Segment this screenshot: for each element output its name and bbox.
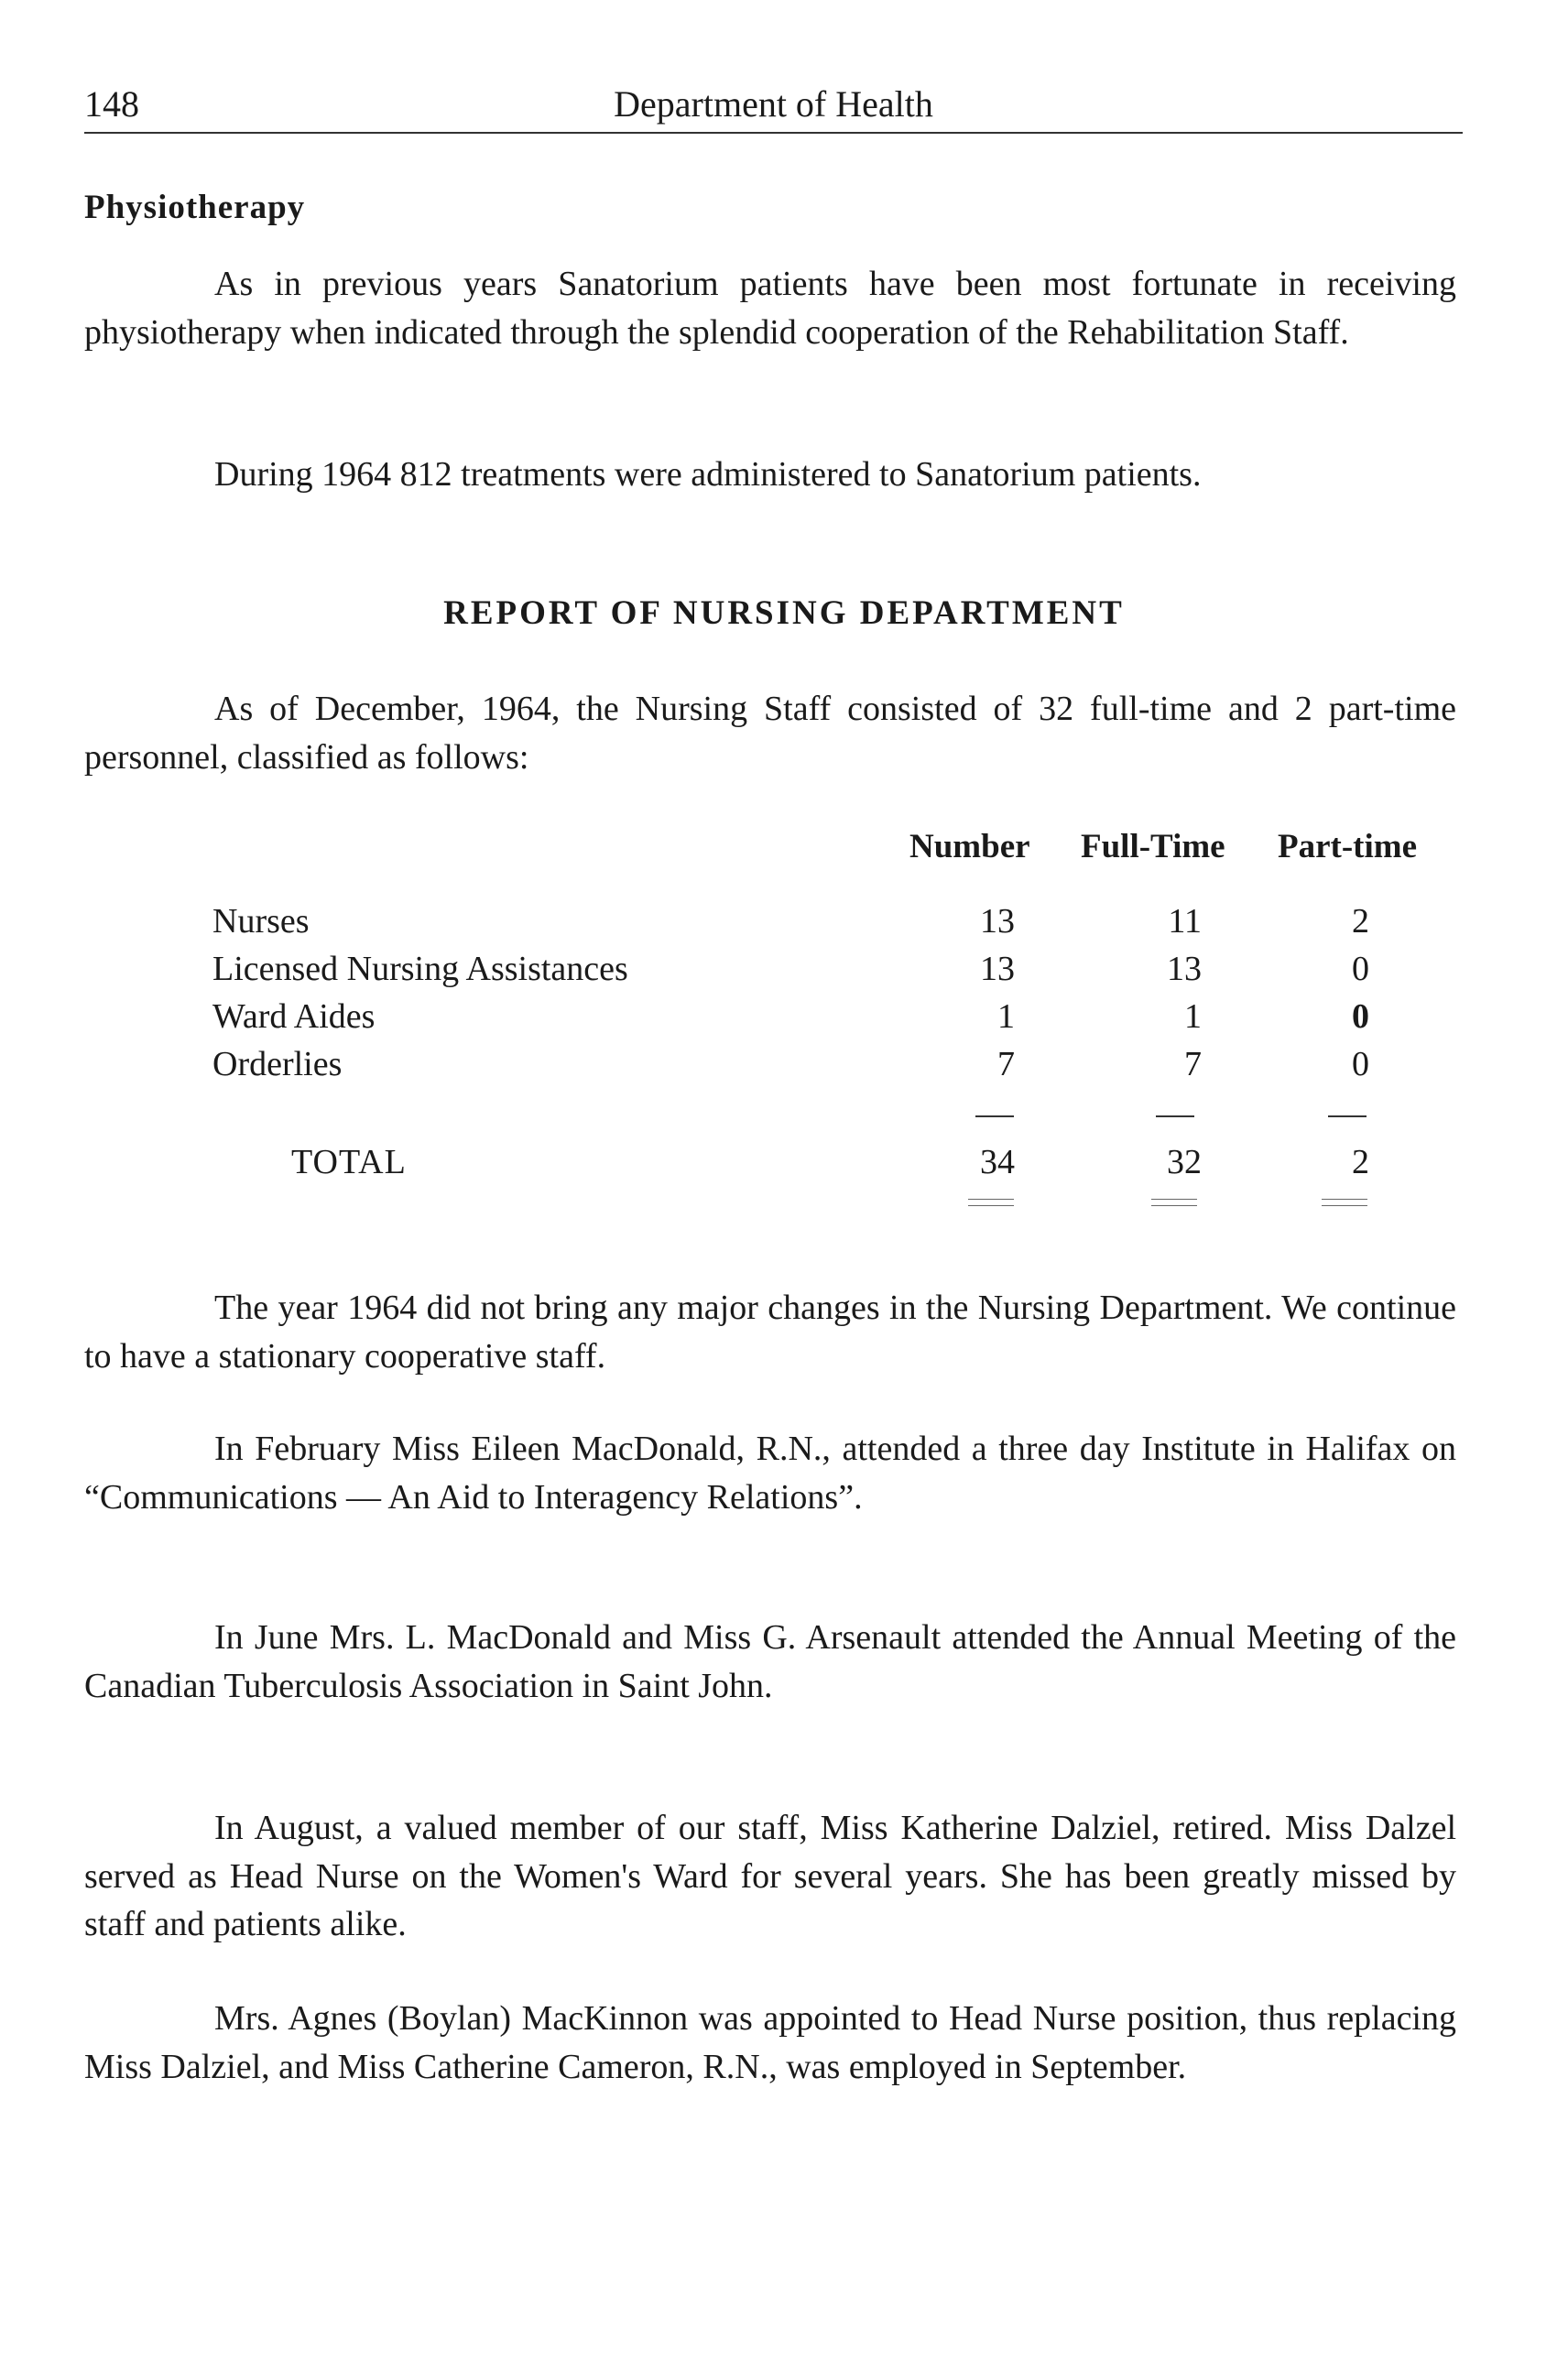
number-cell: 13	[980, 902, 1015, 941]
part-time-cell: 0	[1352, 1045, 1369, 1083]
physiotherapy-paragraph-1: As in previous years Sanatorium patients have been most fortunate in receiving physiotherapy when indicated through the splendid cooperation of the Rehabilitation Staff.	[84, 265, 1456, 352]
number-cell: 7	[997, 1045, 1015, 1083]
nursing-paragraph-3: In June Mrs. L. MacDonald and Miss G. Arsenault attended the Annual Meeting of the Canadian Tuberculosis Association in Saint John.	[84, 1618, 1456, 1705]
page-number: 148	[84, 83, 139, 125]
full-time-cell: 13	[1167, 950, 1202, 988]
physiotherapy-paragraph-2: During 1964 812 treatments were administered to Sanatorium patients.	[214, 455, 1202, 494]
running-title: Department of Health	[614, 83, 933, 125]
table-total-row	[0, 1138, 1568, 1186]
row-label: Ward Aides	[212, 997, 376, 1036]
part-time-cell: 0	[1352, 997, 1369, 1036]
nursing-paragraph-1: The year 1964 did not bring any major changes in the Nursing Department. We continue to have a stationary cooperative staff.	[84, 1289, 1456, 1376]
nursing-paragraph-2: In February Miss Eileen MacDonald, R.N., attended a three day Institute in Halifax on “Communications — An Aid to Interagency Relations”.	[84, 1430, 1456, 1517]
nursing-paragraph-4: In August, a valued member of our staff, Miss Katherine Dalziel, retired. Miss Dalzel served as Head Nurse on the Women's Ward for several years. She has been greatly missed by staff and patients alike.	[84, 1809, 1456, 1943]
total-label: TOTAL	[291, 1143, 407, 1181]
physiotherapy-heading: Physiotherapy	[84, 189, 306, 226]
part-time-cell: 2	[1352, 902, 1369, 941]
total-number-cell: 34	[980, 1143, 1015, 1181]
nursing-paragraph-5: Mrs. Agnes (Boylan) MacKinnon was appointed to Head Nurse position, thus replacing Miss Dalziel, and Miss Catherine Cameron, R.N., was employed in September.	[84, 1999, 1456, 2086]
subtotal-rule	[1328, 1115, 1367, 1117]
total-double-rule	[968, 1199, 1014, 1206]
table-row	[0, 897, 1568, 945]
table-row	[0, 945, 1568, 993]
row-label: Licensed Nursing Assistances	[212, 950, 628, 988]
total-full-time-cell: 32	[1167, 1143, 1202, 1181]
full-time-cell: 7	[1184, 1045, 1202, 1083]
total-part-time-cell: 2	[1352, 1143, 1369, 1181]
row-label: Orderlies	[212, 1045, 343, 1083]
full-time-cell: 11	[1168, 902, 1202, 941]
nursing-section-title: REPORT OF NURSING DEPARTMENT	[443, 594, 1125, 632]
subtotal-rule	[1156, 1115, 1194, 1117]
number-cell: 13	[980, 950, 1015, 988]
full-time-cell: 1	[1184, 997, 1202, 1036]
column-header-part-time: Part-time	[1278, 828, 1418, 865]
page-header	[84, 77, 1463, 134]
column-header-full-time: Full-Time	[1081, 828, 1225, 865]
column-header-number: Number	[909, 828, 1030, 865]
number-cell: 1	[997, 997, 1015, 1036]
nursing-intro-paragraph: As of December, 1964, the Nursing Staff consisted of 32 full-time and 2 part-time personnel, classified as follows:	[84, 690, 1456, 777]
staff-table-header	[0, 824, 1568, 870]
table-row	[0, 993, 1568, 1040]
total-double-rule	[1322, 1199, 1367, 1206]
table-row	[0, 1040, 1568, 1088]
row-label: Nurses	[212, 902, 310, 941]
part-time-cell: 0	[1352, 950, 1369, 988]
total-double-rule	[1151, 1199, 1197, 1206]
subtotal-rule	[975, 1115, 1014, 1117]
